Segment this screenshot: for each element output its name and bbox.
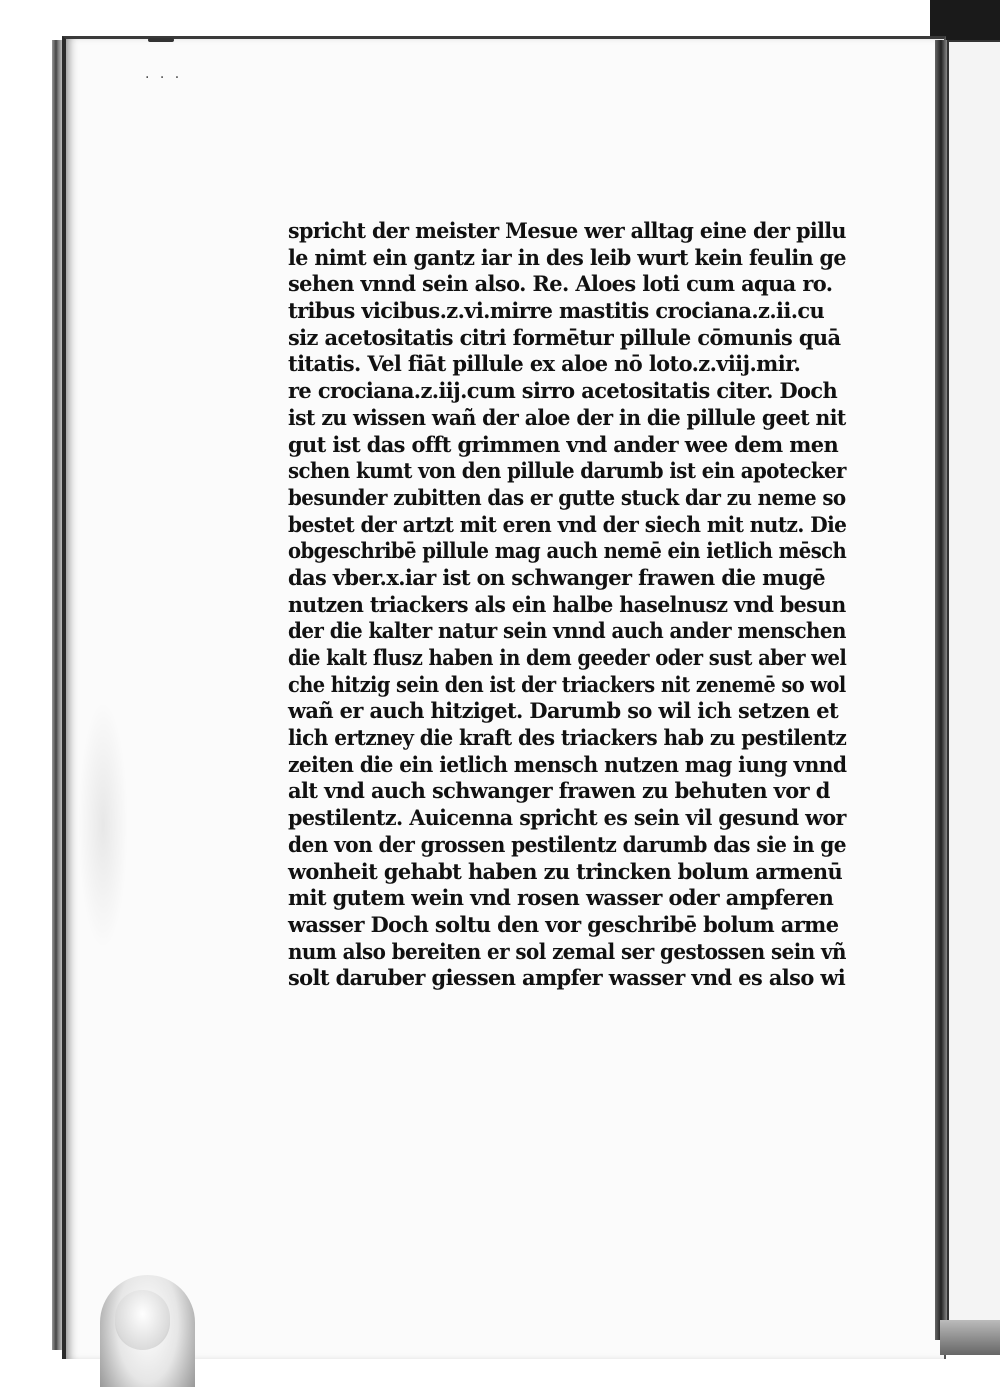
- text-line: re crociana.z.iij.cum sirro acetositatis citer. Doch: [288, 378, 838, 404]
- text-line: bestet der artzt mit eren vnd der siech mit nutz. Die: [288, 511, 847, 537]
- text-line: den von der grossen pestilentz darumb das sie in ge: [288, 831, 846, 857]
- text-line: titatis. Vel fiāt pillule ex aloe nō loto.z.viij.mir.: [288, 351, 801, 377]
- text-line: das vber.x.iar ist on schwanger frawen die mugē: [288, 564, 826, 590]
- right-page-edge: [947, 40, 1000, 1352]
- margin-marks: · · ·: [145, 70, 183, 86]
- text-line: ist zu wissen wañ der aloe der in die pillule geet nit: [288, 404, 846, 430]
- text-line: che hitzig sein den ist der triackers nit zenemē so wol: [288, 671, 846, 697]
- text-line: sehen vnnd sein also. Re. Aloes loti cum aqua ro.: [288, 271, 833, 297]
- text-line: wasser Doch soltu den vor geschribē bolum arme: [288, 911, 839, 937]
- printed-text-block: [288, 218, 848, 1018]
- text-line: le nimt ein gantz iar in des leib wurt kein feulin ge: [288, 244, 846, 270]
- text-line: wonheit gehabt haben zu trincken bolum armenū: [288, 858, 843, 884]
- book-gutter: [935, 40, 947, 1340]
- text-line: die kalt flusz haben in dem geeder oder sust aber wel: [288, 645, 847, 670]
- binding-mark: [148, 38, 174, 42]
- page-smudge: [78, 700, 128, 950]
- text-line: pestilentz. Auicenna spricht es sein vil gesund wor: [288, 805, 846, 831]
- text-line: solt daruber giessen ampfer wasser vnd es also wi: [288, 965, 846, 991]
- text-line: gut ist das offt grimmen vnd ander wee dem men: [288, 431, 839, 457]
- text-line: besunder zubitten das er gutte stuck dar zu neme so: [288, 484, 846, 510]
- text-line: alt vnd auch schwanger frawen zu behuten vor d: [288, 778, 830, 804]
- text-line: schen kumt von den pillule darumb ist ein apotecker: [288, 458, 846, 484]
- text-line: spricht der meister Mesue wer alltag eine der pillu: [288, 218, 846, 243]
- text-line: der die kalter natur sein vnnd auch ander menschen: [288, 618, 846, 644]
- text-line: zeiten die ein ietlich mensch nutzen mag iung vnnd: [288, 751, 847, 777]
- text-line: mit gutem wein vnd rosen wasser oder ampferen: [288, 885, 834, 911]
- text-line: obgeschribē pillule mag auch nemē ein ietlich mēsch: [288, 538, 847, 564]
- text-line: siz acetositatis citri formētur pillule cōmunis quā: [288, 324, 841, 350]
- thumbnail-highlight: [115, 1290, 170, 1350]
- text-line: wañ er auch hitziget. Darumb so wil ich setzen et: [288, 698, 839, 724]
- text-line: num also bereiten er sol zemal ser gestossen sein vñ: [288, 938, 846, 964]
- text-line: tribus vicibus.z.vi.mirre mastitis crociana.z.ii.cu: [288, 298, 825, 324]
- page-edge: [52, 40, 62, 1350]
- text-line: nutzen triackers als ein halbe haselnusz vnd besun: [288, 591, 846, 617]
- text-line: lich ertzney die kraft des triackers hab zu pestilentz: [288, 725, 847, 751]
- right-page-bottom: [940, 1320, 1000, 1355]
